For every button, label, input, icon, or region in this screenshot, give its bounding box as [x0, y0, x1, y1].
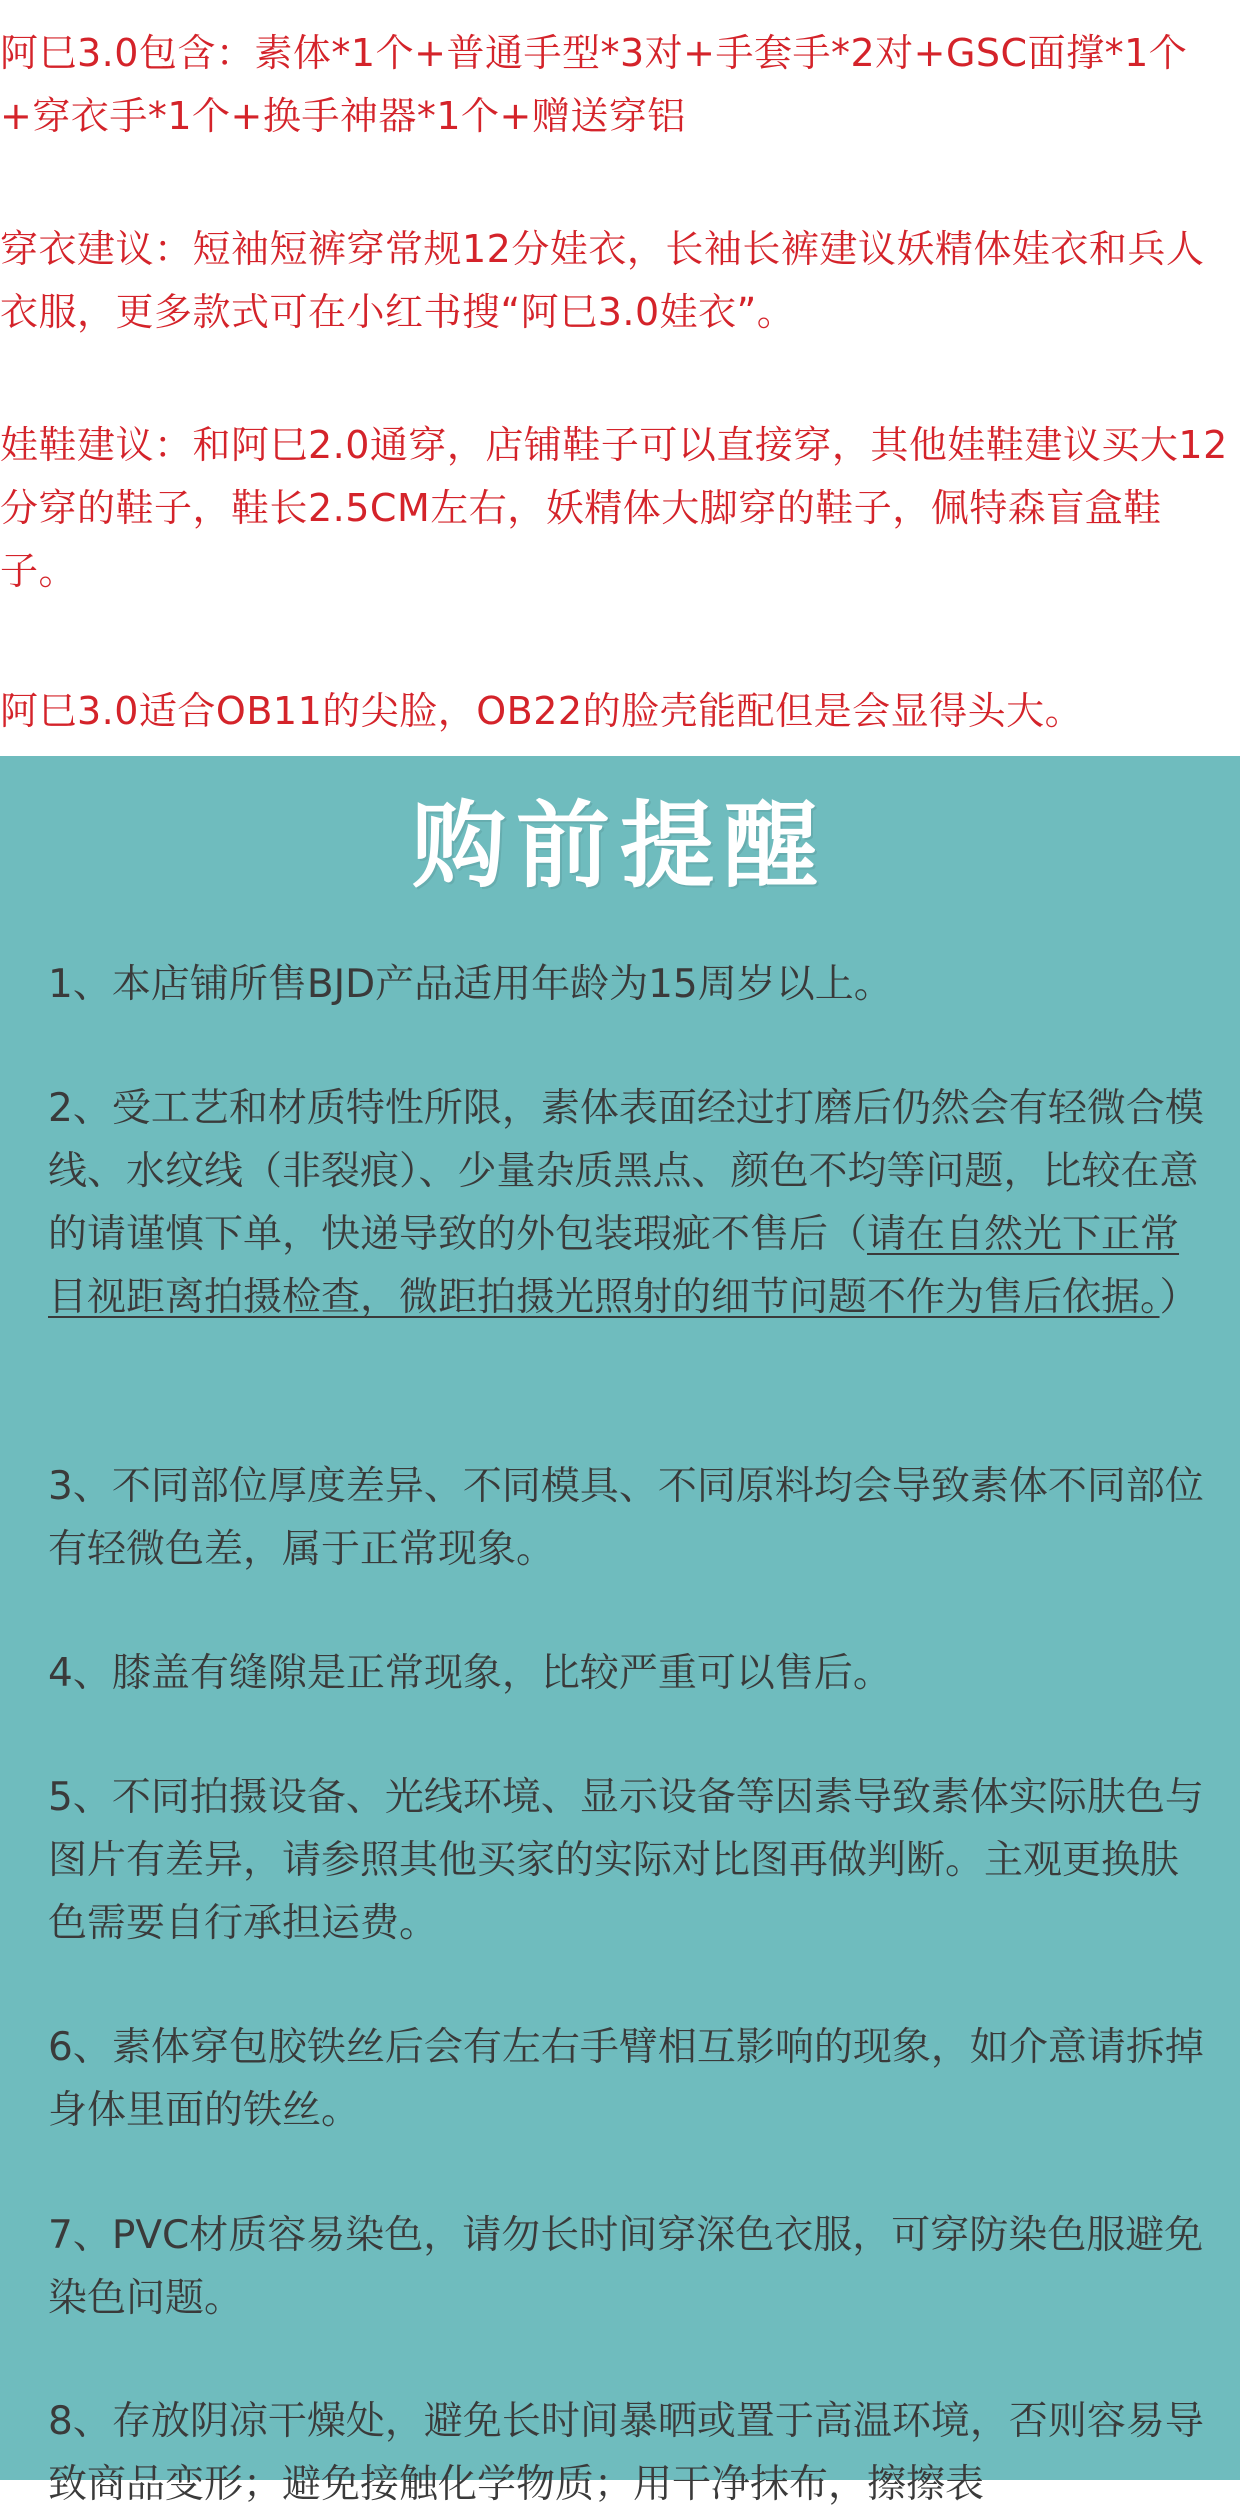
- notice-item-5: 5、不同拍摄设备、光线环境、显示设备等因素导致素体实际肤色与图片有差异，请参照其他买家的实际对比图再做判断。主观更换肤色需要自行承担运费。: [48, 1775, 1204, 1946]
- notice-item-2-underlined-note: 请在自然光下正常目视距离拍摄检查，微距拍摄光照射的细节问题不作为售后依据。: [48, 1212, 1180, 1320]
- notice-item-2-text: 2、受工艺和材质特性所限，素体表面经过打磨后仍然会有轻微合模线、水纹线（非裂痕）、少量杂质黑点、颜色不均等问题，比较在意的请谨慎下单，快递导致的外包装瑕疵不售后（: [48, 1086, 1204, 1257]
- face-compatibility-text: 阿巳3.0适合OB11的尖脸，OB22的脸壳能配但是会显得头大。: [0, 689, 1084, 733]
- notice-item-4: 4、膝盖有缝隙是正常现象，比较严重可以售后。: [48, 1651, 892, 1696]
- shoe-advice-text: 娃鞋建议：和阿巳2.0通穿，店铺鞋子可以直接穿，其他娃鞋建议买大12分穿的鞋子，鞋长2.5CM左右，妖精体大脚穿的鞋子，佩特森盲盒鞋子。: [0, 423, 1228, 593]
- product-info-section: [0, 0, 1240, 756]
- notice-title: 购前提醒: [411, 791, 828, 901]
- notice-item-8: 8、存放阴凉干燥处，避免长时间暴晒或置于高温环境，否则容易导致商品变形；避免接触化学物质；用干净抹布，擦擦表: [48, 2399, 1204, 2507]
- package-contents-text: 阿巳3.0包含：素体*1个+普通手型*3对+手套手*2对+GSC面撑*1个+穿衣手*1个+换手神器*1个+赠送穿铝: [0, 31, 1188, 138]
- notice-item-6: 6、素体穿包胶铁丝后会有左右手臂相互影响的现象，如介意请拆掉身体里面的铁丝。: [48, 2025, 1204, 2133]
- notice-item-2: [48, 1077, 1208, 1329]
- notice-item-7: 7、PVC材质容易染色，请勿长时间穿深色衣服，可穿防染色服避免染色问题。: [48, 2213, 1204, 2321]
- notice-item-3: 3、不同部位厚度差异、不同模具、不同原料均会导致素体不同部位有轻微色差，属于正常现象。: [48, 1464, 1204, 1572]
- purchase-notice-section: [0, 756, 1240, 2507]
- clothing-advice-text: 穿衣建议：短袖短裤穿常规12分娃衣，长袖长裤建议妖精体娃衣和兵人衣服，更多款式可在小红书搜“阿巳3.0娃衣”。: [0, 227, 1205, 334]
- notice-item-2-end: ）: [1159, 1275, 1199, 1320]
- notice-item-1: 1、本店铺所售BJD产品适用年龄为15周岁以上。: [48, 962, 893, 1007]
